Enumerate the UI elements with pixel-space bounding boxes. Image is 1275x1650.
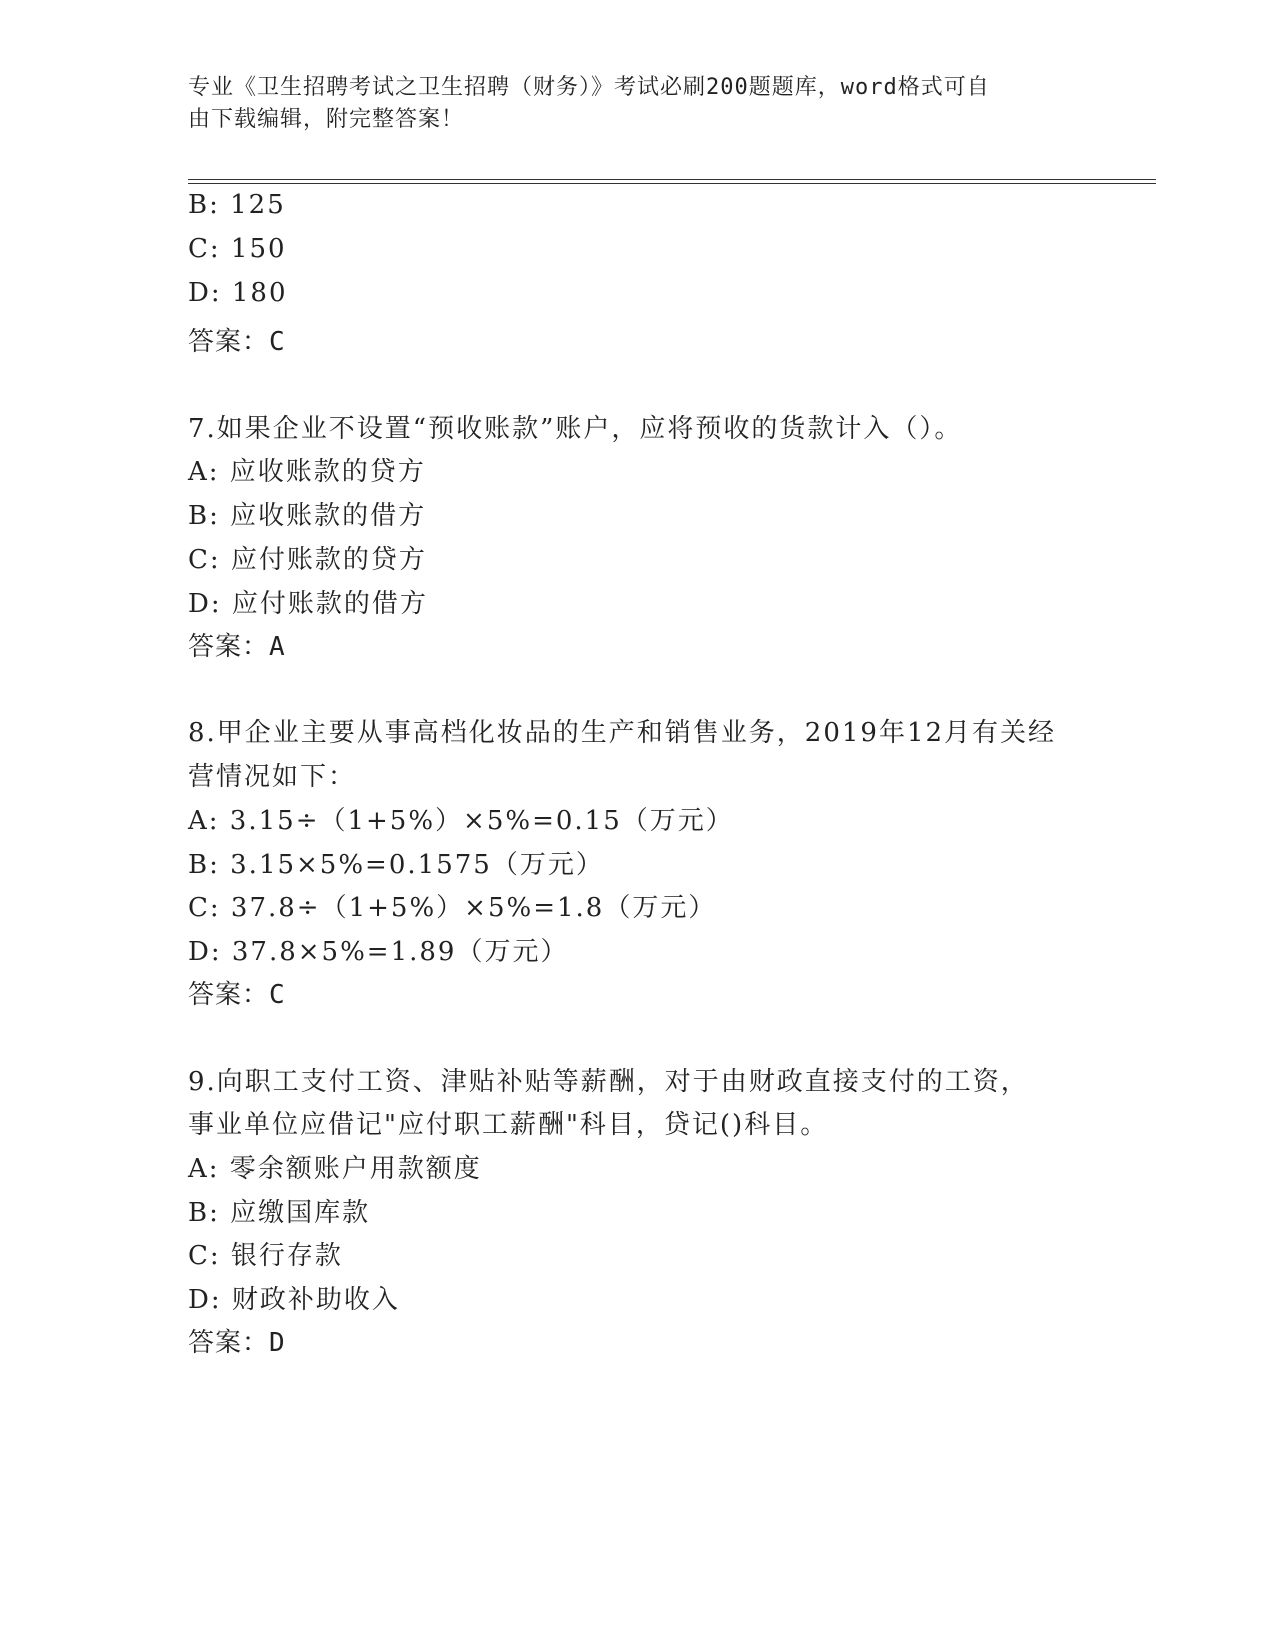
q7-option-c: C: 应付账款的贷方 — [188, 545, 427, 575]
header-divider-bottom — [188, 183, 1156, 184]
q8-stem-line-2: 营情况如下： — [188, 762, 357, 792]
q9-option-d: D: 财政补助收入 — [188, 1285, 400, 1315]
q6-option-c: C: 150 — [188, 234, 287, 264]
q6-answer: 答案：C — [188, 327, 286, 357]
q8-option-d: D: 37.8×5%=1.89（万元） — [188, 937, 569, 967]
q9-stem-line-2: 事业单位应借记"应付职工薪酬"科目，贷记()科目。 — [188, 1110, 829, 1140]
q8-option-c: C: 37.8÷（1+5%）×5%=1.8（万元） — [188, 893, 717, 923]
q8-option-b: B: 3.15×5%=0.1575（万元） — [188, 850, 604, 880]
q9-stem-line-1: 9.向职工支付工资、津贴补贴等薪酬，对于由财政直接支付的工资， — [188, 1067, 1029, 1097]
q9-option-a: A: 零余额账户用款额度 — [188, 1154, 482, 1184]
q7-option-d: D: 应付账款的借方 — [188, 589, 428, 619]
q6-option-d: D: 180 — [188, 278, 288, 308]
header-title-line-2: 由下载编辑，附完整答案！ — [188, 107, 465, 132]
q8-answer: 答案：C — [188, 980, 286, 1010]
document-header — [188, 72, 1088, 136]
q9-option-c: C: 银行存款 — [188, 1241, 343, 1271]
q8-option-a: A: 3.15÷（1+5%）×5%=0.15（万元） — [188, 806, 734, 836]
q9-answer: 答案：D — [188, 1328, 286, 1358]
header-title-line-1: 专业《卫生招聘考试之卫生招聘（财务）》考试必刷200题题库，word格式可自 — [188, 75, 990, 100]
q7-option-b: B: 应收账款的借方 — [188, 501, 427, 531]
q7-stem: 7.如果企业不设置“预收账款”账户，应将预收的货款计入（）。 — [188, 414, 963, 444]
q7-option-a: A: 应收账款的贷方 — [188, 457, 426, 487]
header-divider-top — [188, 179, 1156, 180]
q7-answer: 答案：A — [188, 632, 286, 662]
q9-option-b: B: 应缴国库款 — [188, 1198, 371, 1228]
q6-option-b: B: 125 — [188, 190, 286, 220]
q8-stem-line-1: 8.甲企业主要从事高档化妆品的生产和销售业务，2019年12月有关经 — [188, 718, 1057, 748]
